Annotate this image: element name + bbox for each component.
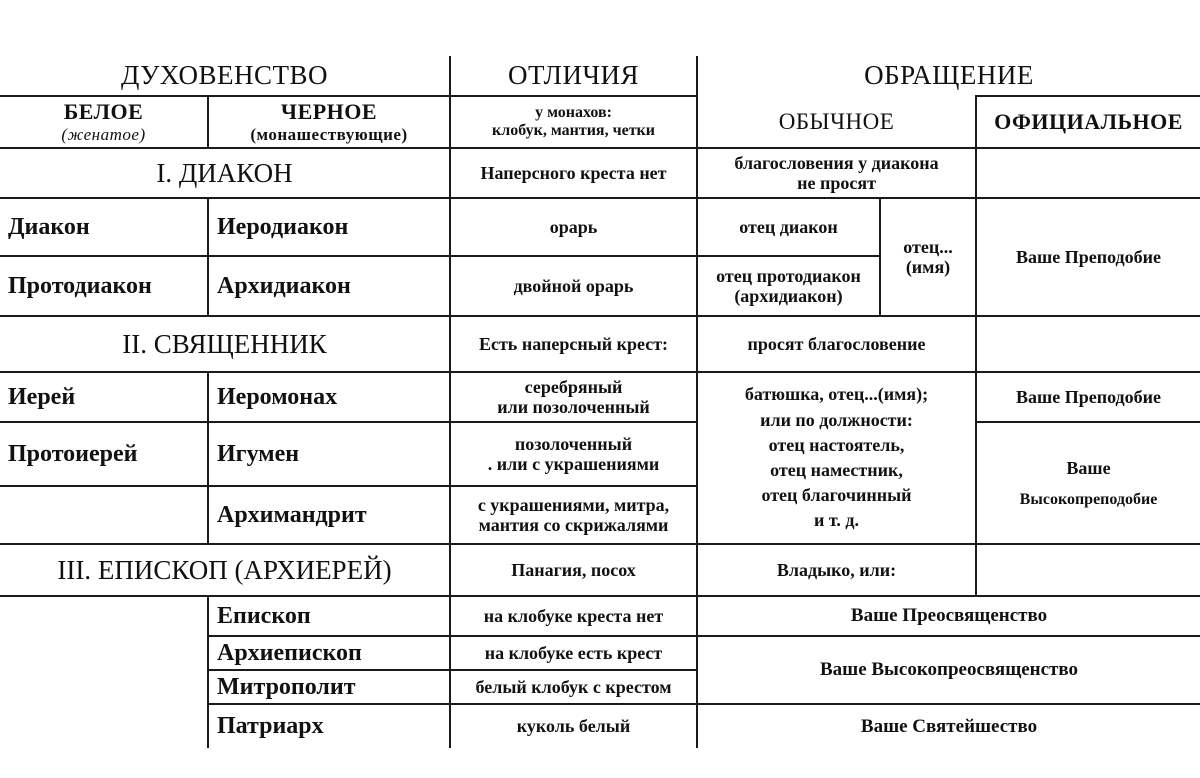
subheader-black (208, 96, 450, 148)
deacon-blessing-line-1: благословения у диакона (734, 152, 939, 173)
rank-black: Митрополит (208, 670, 450, 704)
difference-line-1: позолоченный (514, 433, 633, 454)
deacon-official-address: Ваше Преподобие (976, 198, 1200, 316)
deacon-section-row (0, 148, 1200, 198)
usual-line: и т. д. (814, 510, 859, 531)
rank-difference: двойной орарь (450, 256, 697, 316)
bishop-section-row (0, 544, 1200, 596)
priest-blessing-note: просят благословение (697, 316, 976, 372)
clergy-address-table (0, 56, 1200, 748)
rank-white: Протоиерей (0, 422, 208, 486)
priest-official-1: Ваше Преподобие (976, 372, 1200, 422)
table-row (0, 372, 1200, 422)
usual-address-line-2: (архидиакон) (734, 286, 843, 306)
table-row (0, 422, 1200, 486)
table-row (0, 596, 1200, 636)
difference-line-1: серебряный (524, 376, 623, 397)
deacon-blessing-line-2: не просят (797, 173, 876, 193)
subheader-white-note: (женатое) (61, 124, 146, 144)
rank-black: Архимандрит (208, 486, 450, 544)
subheader-usual: ОБЫЧНОЕ (697, 96, 976, 148)
rank-white: Диакон (0, 198, 208, 256)
subheader-black-note: (монашествующие) (250, 124, 408, 144)
difference-line-2: или позолоченный (497, 397, 650, 417)
official-line-2: Высокопреподобие (1019, 490, 1158, 508)
deacon-cross-note: Наперсного креста нет (450, 148, 697, 198)
bishop-section-title: III. ЕПИСКОП (АРХИЕРЕЙ) (0, 544, 450, 596)
difference-line-2: мантия со скрижалями (478, 515, 669, 535)
priest-usual-address (697, 372, 976, 544)
deacon-name-form (880, 198, 976, 316)
priest-official-2 (976, 422, 1200, 544)
header-row (0, 56, 1200, 96)
rank-black: Архидиакон (208, 256, 450, 316)
subheader-monks-note (450, 96, 697, 148)
subheader-white (0, 96, 208, 148)
bishop-white-empty (0, 596, 208, 748)
deacon-section-title: I. ДИАКОН (0, 148, 450, 198)
priest-official-empty (976, 316, 1200, 372)
bishop-usual-address: Владыко, или: (697, 544, 976, 596)
subheader-white-label: БЕЛОЕ (63, 99, 144, 125)
rank-difference (450, 372, 697, 422)
priest-cross-note: Есть наперсный крест: (450, 316, 697, 372)
bishop-address: Ваше Преосвященство (697, 596, 1200, 636)
archbishop-address: Ваше Высокопреосвященство (697, 636, 1200, 704)
priest-section-title: II. СВЯЩЕННИК (0, 316, 450, 372)
priest-section-row (0, 316, 1200, 372)
rank-black: Иеромонах (208, 372, 450, 422)
bishop-difference: Панагия, посох (450, 544, 697, 596)
deacon-blessing-note (697, 148, 976, 198)
difference-line-1: с украшениями, митра, (477, 494, 670, 515)
monks-note-line-2: клобук, мантия, четки (492, 122, 655, 139)
usual-line: отец наместник, (770, 460, 903, 480)
rank-difference (450, 486, 697, 544)
usual-address: отец диакон (697, 198, 880, 256)
patriarch-address: Ваше Святейшество (697, 704, 1200, 748)
usual-line: батюшка, отец...(имя); (744, 384, 929, 405)
header-differences: ОТЛИЧИЯ (450, 56, 697, 96)
rank-black: Епископ (208, 596, 450, 636)
usual-address-line-1: отец протодиакон (716, 265, 861, 286)
usual-line: или по должности: (760, 409, 913, 430)
rank-black: Патриарх (208, 704, 450, 748)
rank-difference: белый клобук с крестом (450, 670, 697, 704)
rank-difference: на клобуке есть крест (450, 636, 697, 670)
subheader-row (0, 96, 1200, 148)
official-line-1: Ваше (1066, 457, 1111, 478)
usual-line: отец благочинный (761, 485, 912, 506)
bishop-official-empty (976, 544, 1200, 596)
monks-note-line-1: у монахов: (535, 104, 612, 122)
rank-white: Иерей (0, 372, 208, 422)
deacon-official-empty (976, 148, 1200, 198)
rank-difference (450, 422, 697, 486)
subheader-official: ОФИЦИАЛЬНОЕ (976, 96, 1200, 148)
header-address: ОБРАЩЕНИЕ (697, 56, 1200, 96)
difference-line-2: . или с украшениями (487, 454, 660, 474)
rank-white: Протодиакон (0, 256, 208, 316)
table-row (0, 198, 1200, 256)
rank-difference: на клобуке креста нет (450, 596, 697, 636)
rank-black: Архиепископ (208, 636, 450, 670)
rank-white (0, 486, 208, 544)
rank-difference: куколь белый (450, 704, 697, 748)
subheader-black-label: ЧЕРНОЕ (280, 99, 378, 125)
name-form-line-1: отец... (903, 236, 953, 257)
usual-line: отец настоятель, (768, 434, 905, 455)
header-clergy: ДУХОВЕНСТВО (0, 56, 450, 96)
name-form-line-2: (имя) (905, 257, 951, 277)
usual-address (697, 256, 880, 316)
rank-black: Иеродиакон (208, 198, 450, 256)
rank-difference: орарь (450, 198, 697, 256)
rank-black: Игумен (208, 422, 450, 486)
